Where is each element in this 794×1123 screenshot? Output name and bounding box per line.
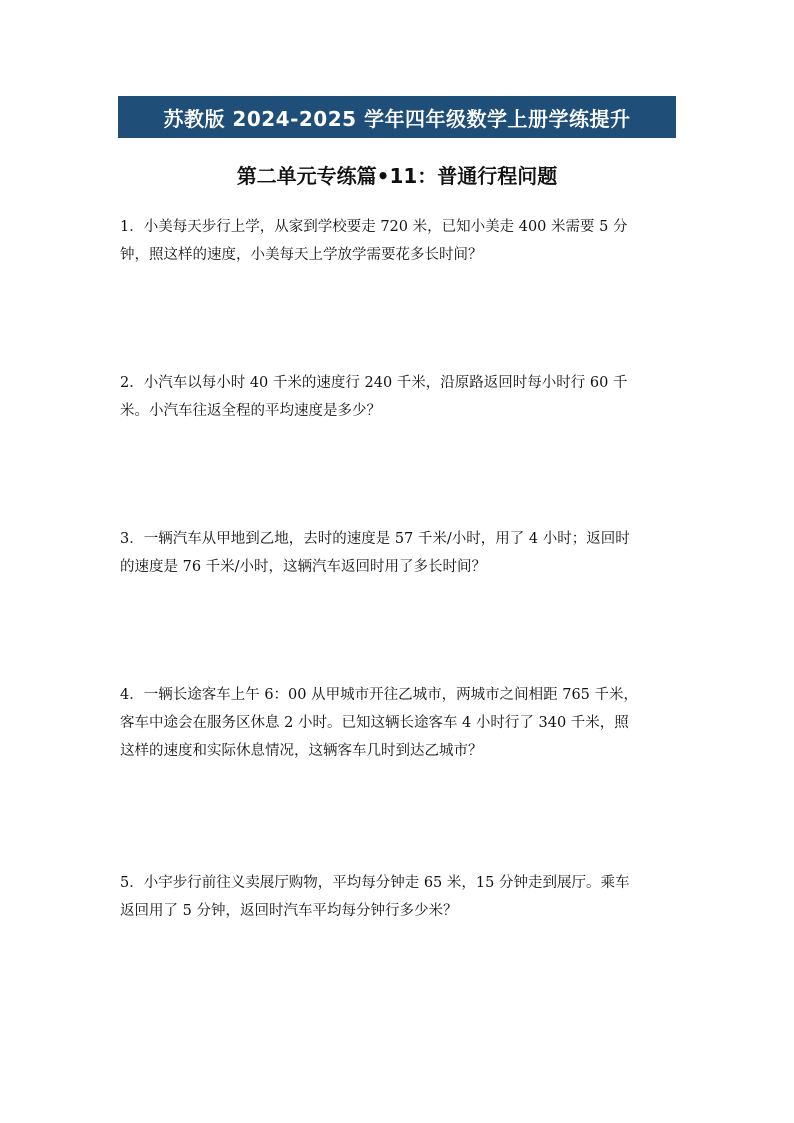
question-2-line-2: 米。小汽车往返全程的平均速度是多少？ xyxy=(120,403,381,419)
section-title: 第二单元专练篇•11：普通行程问题 xyxy=(236,164,558,188)
question-3-line-1: 3．一辆汽车从甲地到乙地，去时的速度是 57 千米/小时，用了 4 小时；返回时 xyxy=(120,531,630,547)
question-3 xyxy=(120,525,676,581)
question-1-line-2: 钟，照这样的速度，小美每天上学放学需要花多长时间？ xyxy=(120,247,483,263)
question-4 xyxy=(120,681,676,765)
document-title: 苏教版 2024-2025 学年四年级数学上册学练提升 xyxy=(163,106,631,131)
question-5 xyxy=(120,869,676,925)
question-2 xyxy=(120,369,676,425)
question-5-line-1: 5．小宇步行前往义卖展厅购物，平均每分钟走 65 米，15 分钟走到展厅。乘车 xyxy=(120,875,630,891)
question-4-line-3: 这样的速度和实际休息情况，这辆客车几时到达乙城市？ xyxy=(120,743,483,759)
question-5-line-2: 返回用了 5 分钟，返回时汽车平均每分钟行多少米？ xyxy=(120,903,458,919)
title-banner xyxy=(118,96,676,138)
question-1-line-1: 1．小美每天步行上学，从家到学校要走 720 米，已知小美走 400 米需要 5 分 xyxy=(120,219,628,235)
question-2-line-1: 2．小汽车以每小时 40 千米的速度行 240 千米，沿原路返回时每小时行 60 千 xyxy=(120,375,628,391)
question-1 xyxy=(120,213,676,269)
question-3-line-2: 的速度是 76 千米/小时，这辆汽车返回时用了多长时间？ xyxy=(120,559,487,575)
question-4-line-2: 客车中途会在服务区休息 2 小时。已知这辆长途客车 4 小时行了 340 千米，照 xyxy=(120,715,629,731)
question-4-line-1: 4．一辆长途客车上午 6：00 从甲城市开往乙城市，两城市之间相距 765 千米， xyxy=(120,687,639,703)
